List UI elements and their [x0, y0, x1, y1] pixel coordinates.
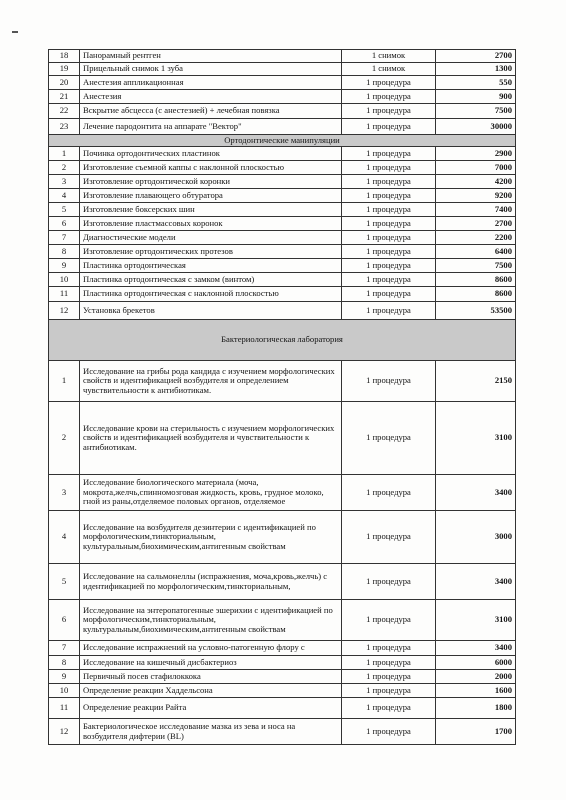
section-title: Бактериологическая лаборатория: [49, 320, 516, 361]
service-unit: 1 снимок: [342, 50, 436, 63]
service-price: 2200: [436, 231, 516, 245]
service-price: 3400: [436, 564, 516, 600]
section-header-row: [49, 320, 516, 361]
row-number: 2: [49, 402, 80, 475]
table-row: [49, 231, 516, 245]
table-row: [49, 245, 516, 259]
service-price: 7500: [436, 104, 516, 119]
table-row: [49, 273, 516, 287]
table-row: [49, 402, 516, 475]
service-unit: 1 процедура: [342, 302, 436, 320]
table-row: [49, 564, 516, 600]
table-row: [49, 119, 516, 135]
table-row: [49, 63, 516, 76]
service-price: 2700: [436, 50, 516, 63]
table-row: [49, 217, 516, 231]
service-unit: 1 процедура: [342, 259, 436, 273]
row-number: 12: [49, 719, 80, 745]
service-unit: 1 процедура: [342, 161, 436, 175]
row-number: 7: [49, 641, 80, 656]
section-header-row: [49, 135, 516, 147]
row-number: 2: [49, 161, 80, 175]
table-row: [49, 76, 516, 90]
table-row: [49, 189, 516, 203]
service-name: Изготовление плавающего обтуратора: [80, 189, 342, 203]
row-number: 3: [49, 175, 80, 189]
table-row: [49, 656, 516, 670]
service-price: 3400: [436, 641, 516, 656]
service-price: 6400: [436, 245, 516, 259]
service-unit: 1 процедура: [342, 217, 436, 231]
service-name: Пластинка ортодонтическая: [80, 259, 342, 273]
service-name: Определение реакции Хаддельсона: [80, 684, 342, 698]
service-name: Лечение пародонтита на аппарате "Вектор": [80, 119, 342, 135]
table-row: [49, 475, 516, 511]
service-unit: 1 процедура: [342, 698, 436, 719]
row-number: 10: [49, 273, 80, 287]
row-number: 7: [49, 231, 80, 245]
service-unit: 1 процедура: [342, 656, 436, 670]
service-unit: 1 процедура: [342, 600, 436, 641]
service-unit: 1 процедура: [342, 287, 436, 302]
service-price: 53500: [436, 302, 516, 320]
table-row: [49, 90, 516, 104]
row-number: 20: [49, 76, 80, 90]
service-price: 2700: [436, 217, 516, 231]
service-price: 2150: [436, 361, 516, 402]
service-price: 1800: [436, 698, 516, 719]
table-row: [49, 361, 516, 402]
service-name: Исследование на возбудителя дезинтерии с идентификацией по морфологическим,тинкториальным, культуральным,биохимическим,антигенным свойствам: [80, 511, 342, 564]
row-number: 5: [49, 564, 80, 600]
service-name: Прицельный снимок 1 зуба: [80, 63, 342, 76]
service-price: 2900: [436, 147, 516, 161]
row-number: 4: [49, 511, 80, 564]
row-number: 9: [49, 670, 80, 684]
service-unit: 1 процедура: [342, 231, 436, 245]
section-title: Ортодонтические манипуляции: [49, 135, 516, 147]
service-price: 550: [436, 76, 516, 90]
service-name: Установка брекетов: [80, 302, 342, 320]
service-price: 6000: [436, 656, 516, 670]
service-name: Панорамный рентген: [80, 50, 342, 63]
service-unit: 1 процедура: [342, 175, 436, 189]
service-name: Изготовление ортодонтических протезов: [80, 245, 342, 259]
row-number: 11: [49, 287, 80, 302]
service-name: Исследование на грибы рода кандида с изучением морфологических свойств и идентификацией возбудителя и определением чувствительности к антибиотикам.: [80, 361, 342, 402]
table-row: [49, 641, 516, 656]
row-number: 1: [49, 361, 80, 402]
service-name: Диагностические модели: [80, 231, 342, 245]
service-name: Исследование на энтеропатогенные эшерихии с идентификацией по морфологическим,тинкториальным, культуральным,биохимическим,антигенным свойствам: [80, 600, 342, 641]
service-unit: 1 процедура: [342, 684, 436, 698]
service-unit: 1 процедура: [342, 104, 436, 119]
service-name: Изготовление пластмассовых коронок: [80, 217, 342, 231]
table-row: [49, 698, 516, 719]
service-unit: 1 процедура: [342, 189, 436, 203]
service-unit: 1 снимок: [342, 63, 436, 76]
service-unit: 1 процедура: [342, 273, 436, 287]
row-number: 23: [49, 119, 80, 135]
table-row: [49, 50, 516, 63]
table-row: [49, 203, 516, 217]
row-number: 6: [49, 217, 80, 231]
service-price: 7500: [436, 259, 516, 273]
service-unit: 1 процедура: [342, 719, 436, 745]
service-unit: 1 процедура: [342, 76, 436, 90]
service-name: Исследование биологического материала (моча, мокрота,желчь,спинномозговая жидкость, кровь, грудное молоко, гной из раны,отделяемое половых органов, отделяемое: [80, 475, 342, 511]
row-number: 11: [49, 698, 80, 719]
service-name: Исследование на сальмонеллы (испражнения, моча,кровь,желчь) с идентификацией по морфологическим,тинкториальным,: [80, 564, 342, 600]
price-list-table: [48, 49, 516, 745]
service-price: 7400: [436, 203, 516, 217]
row-number: 8: [49, 245, 80, 259]
table-row: [49, 600, 516, 641]
service-unit: 1 процедура: [342, 402, 436, 475]
service-price: 1700: [436, 719, 516, 745]
row-number: 18: [49, 50, 80, 63]
service-unit: 1 процедура: [342, 119, 436, 135]
service-name: Исследование испражнений на условно-патогенную флору с: [80, 641, 342, 656]
service-name: Анестезия: [80, 90, 342, 104]
service-price: 3100: [436, 402, 516, 475]
service-name: Пластинка ортодонтическая с наклонной плоскостью: [80, 287, 342, 302]
row-number: 10: [49, 684, 80, 698]
service-price: 30000: [436, 119, 516, 135]
row-number: 19: [49, 63, 80, 76]
table-row: [49, 719, 516, 745]
service-unit: 1 процедура: [342, 147, 436, 161]
row-number: 12: [49, 302, 80, 320]
table-row: [49, 670, 516, 684]
row-number: 5: [49, 203, 80, 217]
service-name: Пластинка ортодонтическая с замком (винтом): [80, 273, 342, 287]
table-row: [49, 511, 516, 564]
service-name: Определение реакции Райта: [80, 698, 342, 719]
service-unit: 1 процедура: [342, 203, 436, 217]
service-price: 2000: [436, 670, 516, 684]
table-row: [49, 104, 516, 119]
service-name: Изготовление ортодонтической коронки: [80, 175, 342, 189]
row-number: 3: [49, 475, 80, 511]
table-row: [49, 147, 516, 161]
service-name: Вскрытие абсцесса (с анестезией) + лечебная повязка: [80, 104, 342, 119]
service-price: 3000: [436, 511, 516, 564]
service-unit: 1 процедура: [342, 90, 436, 104]
table-row: [49, 175, 516, 189]
table-row: [49, 259, 516, 273]
table-row: [49, 684, 516, 698]
scan-mark: [12, 31, 18, 33]
row-number: 9: [49, 259, 80, 273]
service-price: 3400: [436, 475, 516, 511]
service-price: 1300: [436, 63, 516, 76]
service-price: 4200: [436, 175, 516, 189]
service-name: Изготовление съемной каппы с наклонной плоскостью: [80, 161, 342, 175]
service-price: 8600: [436, 287, 516, 302]
service-unit: 1 процедура: [342, 564, 436, 600]
service-name: Починка ортодонтических пластинок: [80, 147, 342, 161]
service-name: Первичный посев стафилоккока: [80, 670, 342, 684]
service-price: 9200: [436, 189, 516, 203]
table-row: [49, 161, 516, 175]
service-price: 3100: [436, 600, 516, 641]
table-row: [49, 287, 516, 302]
service-unit: 1 процедура: [342, 670, 436, 684]
row-number: 1: [49, 147, 80, 161]
service-price: 900: [436, 90, 516, 104]
service-unit: 1 процедура: [342, 511, 436, 564]
row-number: 21: [49, 90, 80, 104]
service-name: Исследование на кишечный дисбактериоз: [80, 656, 342, 670]
service-name: Бактериологическое исследование мазка из зева и носа на возбудителя дифтерии (BL): [80, 719, 342, 745]
service-name: Исследование крови на стерильность с изучением морфологических свойств и идентификацией возбудителя и чувствительности к антибиотикам.: [80, 402, 342, 475]
row-number: 4: [49, 189, 80, 203]
service-unit: 1 процедура: [342, 245, 436, 259]
service-unit: 1 процедура: [342, 361, 436, 402]
service-price: 1600: [436, 684, 516, 698]
service-price: 8600: [436, 273, 516, 287]
service-unit: 1 процедура: [342, 475, 436, 511]
service-unit: 1 процедура: [342, 641, 436, 656]
row-number: 8: [49, 656, 80, 670]
row-number: 6: [49, 600, 80, 641]
service-price: 7000: [436, 161, 516, 175]
row-number: 22: [49, 104, 80, 119]
service-name: Анестезия аппликационная: [80, 76, 342, 90]
table-row: [49, 302, 516, 320]
service-name: Изготовление боксерских шин: [80, 203, 342, 217]
